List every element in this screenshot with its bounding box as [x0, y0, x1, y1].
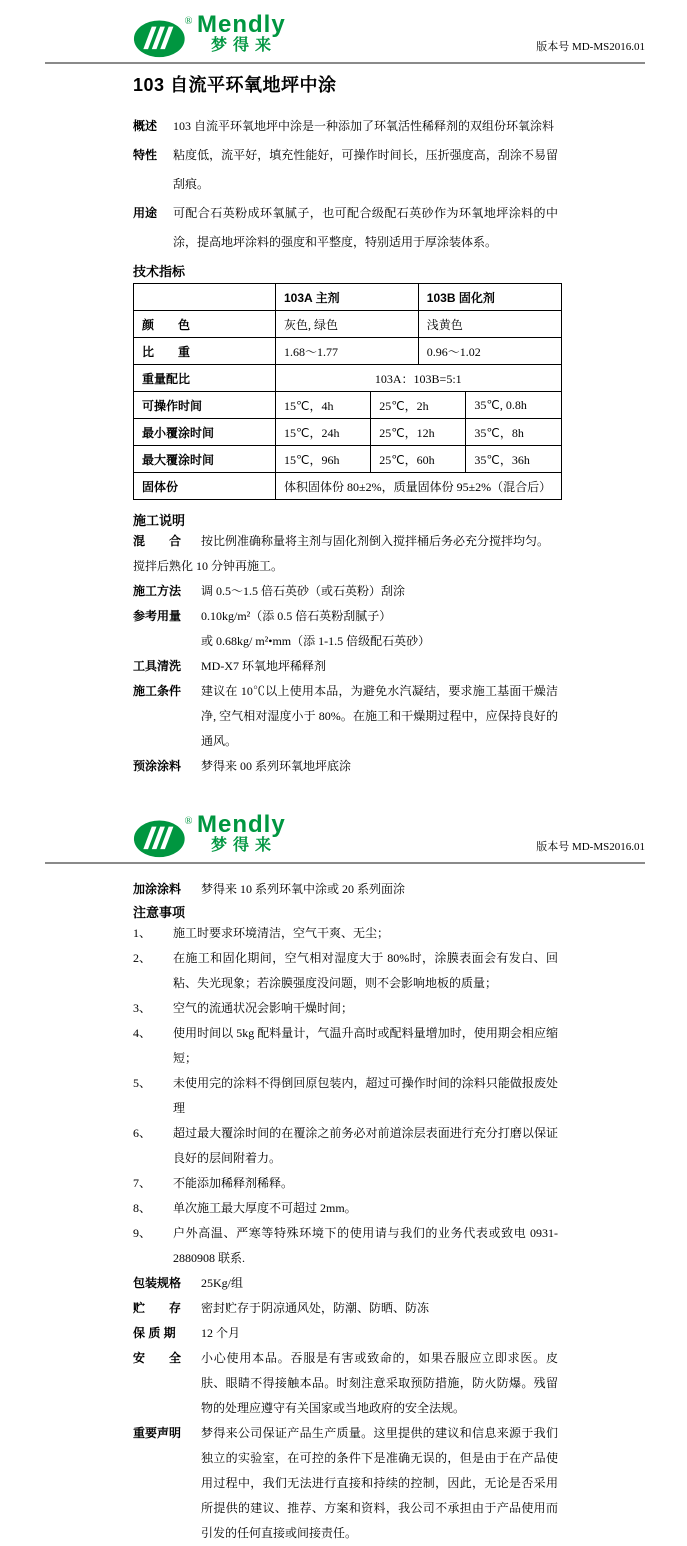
brand-name-cn: 梦得来	[211, 837, 278, 854]
note-item	[133, 1221, 558, 1271]
spec-label: 颜 色	[134, 311, 276, 338]
spec-value: 1.68～1.77	[276, 338, 419, 365]
brand-logo	[133, 13, 286, 59]
page-title: 103 自流平环氧地坪中涂	[133, 75, 337, 95]
spec-row-color	[134, 311, 562, 338]
spec-value: 25℃，12h	[371, 419, 466, 446]
spec-label: 重量配比	[134, 365, 276, 392]
intro-section	[133, 112, 558, 257]
spec-row-gravity	[134, 338, 562, 365]
safety-label: 安 全	[133, 1351, 182, 1365]
note-text: 不能添加稀释剂稀释。	[173, 1176, 294, 1190]
note-number: 4、	[133, 1026, 152, 1040]
brand-name-en: Mendly	[197, 11, 286, 38]
note-number: 9、	[133, 1226, 152, 1240]
header-divider	[45, 62, 645, 64]
mendly-emblem-icon	[133, 13, 195, 59]
cleaning-item	[133, 654, 558, 679]
method-text: 调 0.5～1.5 倍石英砂（或石英粉）刮涂	[201, 584, 406, 598]
shelf-life-text: 12 个月	[201, 1326, 241, 1340]
statement-label: 重要声明	[133, 1426, 182, 1440]
spec-value: 35℃，36h	[466, 446, 561, 473]
spec-value: 浅黄色	[418, 311, 561, 338]
storage-text: 密封贮存于阴凉通风处，防潮、防晒、防冻	[201, 1301, 430, 1315]
spec-row-max-recoat	[134, 446, 562, 473]
note-text: 户外高温、严寒等特殊环境下的使用请与我们的业务代表或致电 0931-2880908 联系.	[173, 1226, 558, 1265]
mixing-label: 混 合	[133, 534, 182, 548]
conditions-item	[133, 679, 558, 754]
cleaning-label: 工具清洗	[133, 659, 182, 673]
brand-name-en: Mendly	[197, 811, 286, 838]
statement-text: 梦得来公司保证产品生产质量。这里提供的建议和信息来源于我们独立的实验室，在可控的条件下是准确无误的，但是由于在产品使用过程中，我们无法进行直接和持续的控制，因此，无论是否采用所提供的建议、推荐、方案和资料，我公司不承担由于产品使用而引发的任何直接或间接责任。	[201, 1426, 558, 1540]
safety-text: 小心使用本品。吞服是有害或致命的，如果吞服应立即求医。皮肤、眼睛不得接触本品。时刻注意采取预防措施，防火防爆。残留物的处理应遵守有关国家或当地政府的安全法规。	[201, 1351, 558, 1415]
note-number: 8、	[133, 1201, 152, 1215]
shelf-life-item	[133, 1321, 558, 1346]
note-text: 使用时间以 5kg 配料量计，气温升高时或配料量增加时，使用期会相应缩短；	[173, 1026, 558, 1065]
brand-wordmark	[197, 13, 286, 55]
mixing-text-2: 搅拌后熟化 10 分钟再施工。	[133, 559, 284, 573]
note-item	[133, 1121, 558, 1171]
note-text: 施工时要求环境清洁，空气干爽、无尘；	[173, 926, 390, 940]
dosage-line-2: 或 0.68kg/ m²•mm（添 1-1.5 倍级配石英砂）	[201, 634, 431, 648]
notes-list	[133, 921, 558, 1271]
spec-value: 25℃，2h	[371, 392, 466, 419]
brand-logo	[133, 813, 286, 859]
note-text: 在施工和固化期间，空气相对湿度大于 80%时，涂膜表面会有发白、回粘、失光现象；若涂膜强度没问题，则不会影响地板的质量；	[173, 951, 558, 990]
usage-text: 可配合石英粉成环氧腻子，也可配合级配石英砂作为环氧地坪涂料的中涂，提高地坪涂料的强度和平整度，特别适用于厚涂装体系。	[173, 206, 558, 249]
dosage-item	[133, 604, 558, 654]
overview-text: 103 自流平环氧地坪中涂是一种添加了环氧活性稀释剂的双组份环氧涂料	[173, 119, 555, 133]
construction-heading: 施工说明	[133, 513, 186, 528]
packing-item	[133, 1271, 558, 1296]
overview-label: 概述	[133, 119, 158, 133]
conditions-text: 建议在 10℃以上使用本品，为避免水汽凝结，要求施工基面干燥洁净, 空气相对湿度小于 80%。在施工和干燥期过程中，应保持良好的通风。	[201, 684, 558, 748]
spec-row-ratio	[134, 365, 562, 392]
packing-text: 25Kg/组	[201, 1276, 244, 1290]
mixing-item	[133, 529, 558, 554]
overview-item	[133, 112, 558, 141]
usage-label: 用途	[133, 206, 158, 220]
statement-item	[133, 1421, 558, 1546]
note-text: 未使用完的涂料不得倒回原包装内，超过可操作时间的涂料只能做报废处理	[173, 1076, 558, 1115]
features-item	[133, 141, 558, 199]
storage-label: 贮 存	[133, 1301, 182, 1315]
spec-value: 103A：103B=5:1	[276, 365, 562, 392]
spec-value: 25℃，60h	[371, 446, 466, 473]
brand-wordmark	[197, 813, 286, 855]
note-item	[133, 946, 558, 996]
precoat-label: 预涂涂料	[133, 759, 182, 773]
usage-item	[133, 199, 558, 257]
spec-value: 35℃，8h	[466, 419, 561, 446]
safety-item	[133, 1346, 558, 1421]
dosage-label: 参考用量	[133, 609, 182, 623]
precoat-text: 梦得来 00 系列环氧地坪底涂	[201, 759, 352, 773]
spec-label: 最小覆涂时间	[134, 419, 276, 446]
spec-label: 固体份	[134, 473, 276, 500]
spec-label: 比 重	[134, 338, 276, 365]
note-item	[133, 1071, 558, 1121]
storage-item	[133, 1296, 558, 1321]
note-number: 7、	[133, 1176, 152, 1190]
note-text: 空气的流通状况会影响干燥时间；	[173, 1001, 354, 1015]
notes-heading: 注意事项	[133, 905, 186, 920]
note-item	[133, 1196, 558, 1221]
note-number: 2、	[133, 951, 152, 965]
dosage-line-1: 0.10kg/m²（添 0.5 倍石英粉刮腻子）	[201, 609, 392, 623]
packing-label: 包装规格	[133, 1276, 182, 1290]
spec-label: 最大覆涂时间	[134, 446, 276, 473]
mendly-emblem-icon	[133, 813, 195, 859]
shelf-life-label: 保 质 期	[133, 1326, 176, 1340]
version-label: 版本号 MD-MS2016.01	[536, 841, 645, 853]
conditions-label: 施工条件	[133, 684, 182, 698]
page-header	[0, 0, 687, 64]
addcoat-text: 梦得来 10 系列环氧中涂或 20 系列面涂	[201, 882, 406, 896]
note-text: 超过最大覆涂时间的在覆涂之前务必对前道涂层表面进行充分打磨以保证良好的层间附着力。	[173, 1126, 558, 1165]
features-label: 特性	[133, 148, 158, 162]
spec-row-min-recoat	[134, 419, 562, 446]
note-text: 单次施工最大厚度不可超过 2mm。	[173, 1201, 357, 1215]
spec-row-potlife	[134, 392, 562, 419]
registered-mark-icon: ®	[184, 815, 193, 827]
spec-value: 15℃，96h	[276, 446, 371, 473]
addcoat-label: 加涂涂料	[133, 882, 182, 896]
spec-value: 15℃，24h	[276, 419, 371, 446]
precoat-item	[133, 754, 558, 779]
note-number: 6、	[133, 1126, 152, 1140]
method-label: 施工方法	[133, 584, 182, 598]
header-divider	[45, 862, 645, 864]
mixing-text: 按比例准确称量将主剂与固化剂倒入搅拌桶后务必充分搅拌均匀。	[201, 534, 550, 548]
addcoat-item	[133, 876, 558, 902]
note-item	[133, 1171, 558, 1196]
spec-cell-blank	[134, 284, 276, 311]
note-item	[133, 1021, 558, 1071]
spec-col-103b: 103B 固化剂	[418, 284, 561, 311]
spec-value: 35℃, 0.8h	[466, 392, 561, 419]
spec-value: 15℃，4h	[276, 392, 371, 419]
note-item	[133, 921, 558, 946]
spec-value: 体积固体份 80±2%，质量固体份 95±2%（混合后）	[276, 473, 562, 500]
page-2	[0, 800, 687, 1540]
note-number: 5、	[133, 1076, 152, 1090]
tech-spec-heading: 技术指标	[133, 264, 186, 279]
page-header	[0, 800, 687, 864]
features-text: 粘度低，流平好，填充性能好，可操作时间长，压折强度高，刮涂不易留刮痕。	[173, 148, 558, 191]
spec-label: 可操作时间	[134, 392, 276, 419]
method-item	[133, 579, 558, 604]
brand-name-cn: 梦得来	[211, 37, 278, 54]
cleaning-text: MD-X7 环氧地坪稀释剂	[201, 659, 326, 673]
spec-value: 灰色, 绿色	[276, 311, 419, 338]
spec-table	[133, 283, 562, 500]
registered-mark-icon: ®	[184, 15, 193, 27]
construction-section	[133, 529, 558, 779]
header-row	[45, 813, 645, 859]
note-number: 1、	[133, 926, 152, 940]
spec-row-solids	[134, 473, 562, 500]
spec-header-row	[134, 284, 562, 311]
bottom-section	[133, 1271, 558, 1546]
dosage-text	[201, 604, 558, 654]
version-label: 版本号 MD-MS2016.01	[536, 41, 645, 53]
spec-col-103a: 103A 主剂	[276, 284, 419, 311]
header-row	[45, 13, 645, 59]
note-item	[133, 996, 558, 1021]
note-number: 3、	[133, 1001, 152, 1015]
spec-value: 0.96～1.02	[418, 338, 561, 365]
